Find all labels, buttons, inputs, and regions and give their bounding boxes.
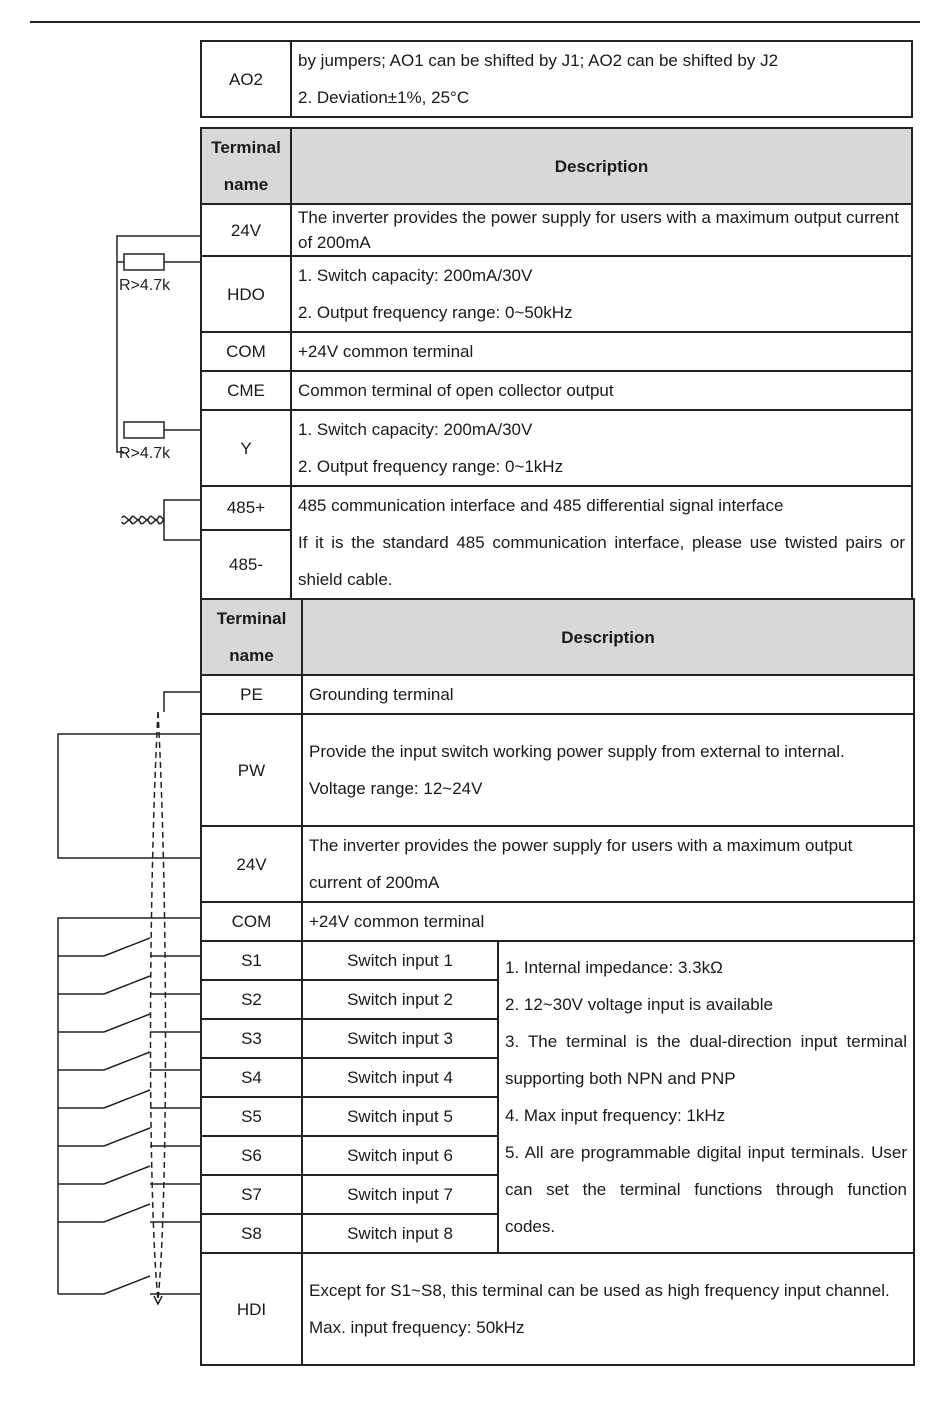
terminal-name-s8: S8 xyxy=(201,1214,302,1253)
terminal-desc-485 xyxy=(291,486,912,599)
table-row xyxy=(201,204,912,256)
terminal-desc-com: +24V common terminal xyxy=(291,332,912,371)
switch-common-wire xyxy=(58,956,104,1294)
desc-line: 2. Output frequency range: 0~50kHz xyxy=(298,303,573,322)
switch-label-s5: Switch input 5 xyxy=(302,1097,498,1136)
desc-line: If it is the standard 485 communication interface, please use twisted pairs or shield cable. xyxy=(298,533,905,589)
table-header xyxy=(201,128,912,204)
ao2-table xyxy=(200,40,913,118)
terminal-desc-hdi xyxy=(302,1253,914,1365)
resistor-label: R>4.7k xyxy=(119,277,171,294)
note-line: 3. The terminal is the dual-direction input terminal supporting both NPN and PNP xyxy=(505,1032,907,1088)
desc-line: 1. Switch capacity: 200mA/30V xyxy=(298,420,533,439)
terminal-name-cme: CME xyxy=(201,371,291,410)
note-line: 2. 12~30V voltage input is available xyxy=(505,995,773,1014)
header-description: Description xyxy=(302,599,914,675)
desc-line: Provide the input switch working power supply from external to internal. xyxy=(309,742,845,761)
terminal-name-y: Y xyxy=(201,410,291,486)
desc-line: 485 communication interface and 485 differential signal interface xyxy=(298,496,784,515)
desc-line: Voltage range: 12~24V xyxy=(309,779,483,798)
desc-line: 1. Switch capacity: 200mA/30V xyxy=(298,266,533,285)
table-row xyxy=(201,371,912,410)
table-row xyxy=(201,826,914,902)
twisted-pair-wire xyxy=(164,500,200,540)
switch-label-s3: Switch input 3 xyxy=(302,1019,498,1058)
terminal-name-s7: S7 xyxy=(201,1175,302,1214)
table-row xyxy=(201,256,912,332)
switch-symbol xyxy=(104,938,150,1294)
switch-label-s4: Switch input 4 xyxy=(302,1058,498,1097)
terminal-name-pw: PW xyxy=(201,714,302,826)
switch-label-s6: Switch input 6 xyxy=(302,1136,498,1175)
terminal-desc-ao2 xyxy=(291,41,912,117)
terminal-name-s6: S6 xyxy=(201,1136,302,1175)
shield-symbol xyxy=(151,712,159,1300)
header-terminal-name: Terminal name xyxy=(201,599,302,675)
terminal-desc-cme: Common terminal of open collector output xyxy=(291,371,912,410)
table-header xyxy=(201,599,914,675)
pw-jumper-wire xyxy=(58,734,200,858)
terminal-name-s5: S5 xyxy=(201,1097,302,1136)
desc-line: by jumpers; AO1 can be shifted by J1; AO2 can be shifted by J2 xyxy=(298,51,779,70)
pe-wire xyxy=(164,692,200,712)
table-row xyxy=(201,714,914,826)
note-line: 5. All are programmable digital input terminals. User can set the terminal functions through function codes. xyxy=(505,1143,907,1236)
desc-line: 2. Output frequency range: 0~1kHz xyxy=(298,457,564,476)
terminal-desc-24v: The inverter provides the power supply for users with a maximum output current of 200mA xyxy=(302,826,914,902)
switch-label-s8: Switch input 8 xyxy=(302,1214,498,1253)
terminal-desc-y xyxy=(291,410,912,486)
note-line: 1. Internal impedance: 3.3kΩ xyxy=(505,958,723,977)
terminal-name-com: COM xyxy=(201,902,302,941)
shield-symbol xyxy=(154,1296,162,1304)
switch-label-s7: Switch input 7 xyxy=(302,1175,498,1214)
terminal-name-24v: 24V xyxy=(201,204,291,256)
com-wire xyxy=(58,918,200,1294)
twisted-pair-symbol xyxy=(122,516,164,523)
terminal-desc-24v: The inverter provides the power supply for users with a maximum output current of 200mA xyxy=(291,204,912,256)
terminal-name-s1: S1 xyxy=(201,941,302,980)
pullup-wire xyxy=(117,236,200,452)
resistor-symbol xyxy=(124,254,164,270)
terminal-name-485-plus: 485+ xyxy=(201,486,291,530)
table-row xyxy=(201,41,912,117)
top-rule xyxy=(30,21,920,23)
desc-line: Max. input frequency: 50kHz xyxy=(309,1318,525,1337)
terminal-name-s4: S4 xyxy=(201,1058,302,1097)
terminal-name-hdo: HDO xyxy=(201,256,291,332)
desc-line: Except for S1~S8, this terminal can be used as high frequency input channel. xyxy=(309,1281,890,1300)
terminal-name-485-minus: 485- xyxy=(201,530,291,599)
desc-line: 2. Deviation±1%, 25°C xyxy=(298,88,470,107)
resistor-label: R>4.7k xyxy=(119,445,171,462)
output-terminals-table xyxy=(200,127,913,600)
table-row xyxy=(201,675,914,714)
header-description: Description xyxy=(291,128,912,204)
terminal-desc-pw xyxy=(302,714,914,826)
switch-output-wire xyxy=(150,956,200,1294)
terminal-desc-com: +24V common terminal xyxy=(302,902,914,941)
shield-symbol xyxy=(158,712,166,1300)
table-row xyxy=(201,410,912,486)
table-row xyxy=(201,332,912,371)
terminal-desc-pe: Grounding terminal xyxy=(302,675,914,714)
terminal-name-hdi: HDI xyxy=(201,1253,302,1365)
terminal-name-s2: S2 xyxy=(201,980,302,1019)
terminal-name-com: COM xyxy=(201,332,291,371)
header-terminal-name: Terminal name xyxy=(201,128,291,204)
input-terminals-table xyxy=(200,598,915,1366)
table-row xyxy=(201,941,914,980)
terminal-name-s3: S3 xyxy=(201,1019,302,1058)
switch-input-notes xyxy=(498,941,914,1253)
resistor-symbol xyxy=(124,422,164,438)
terminal-name-24v: 24V xyxy=(201,826,302,902)
terminal-desc-hdo xyxy=(291,256,912,332)
terminal-name-pe: PE xyxy=(201,675,302,714)
table-row xyxy=(201,902,914,941)
table-row xyxy=(201,1253,914,1365)
note-line: 4. Max input frequency: 1kHz xyxy=(505,1106,726,1125)
switch-label-s2: Switch input 2 xyxy=(302,980,498,1019)
terminal-name-ao2: AO2 xyxy=(201,41,291,117)
table-row xyxy=(201,486,912,530)
switch-label-s1: Switch input 1 xyxy=(302,941,498,980)
